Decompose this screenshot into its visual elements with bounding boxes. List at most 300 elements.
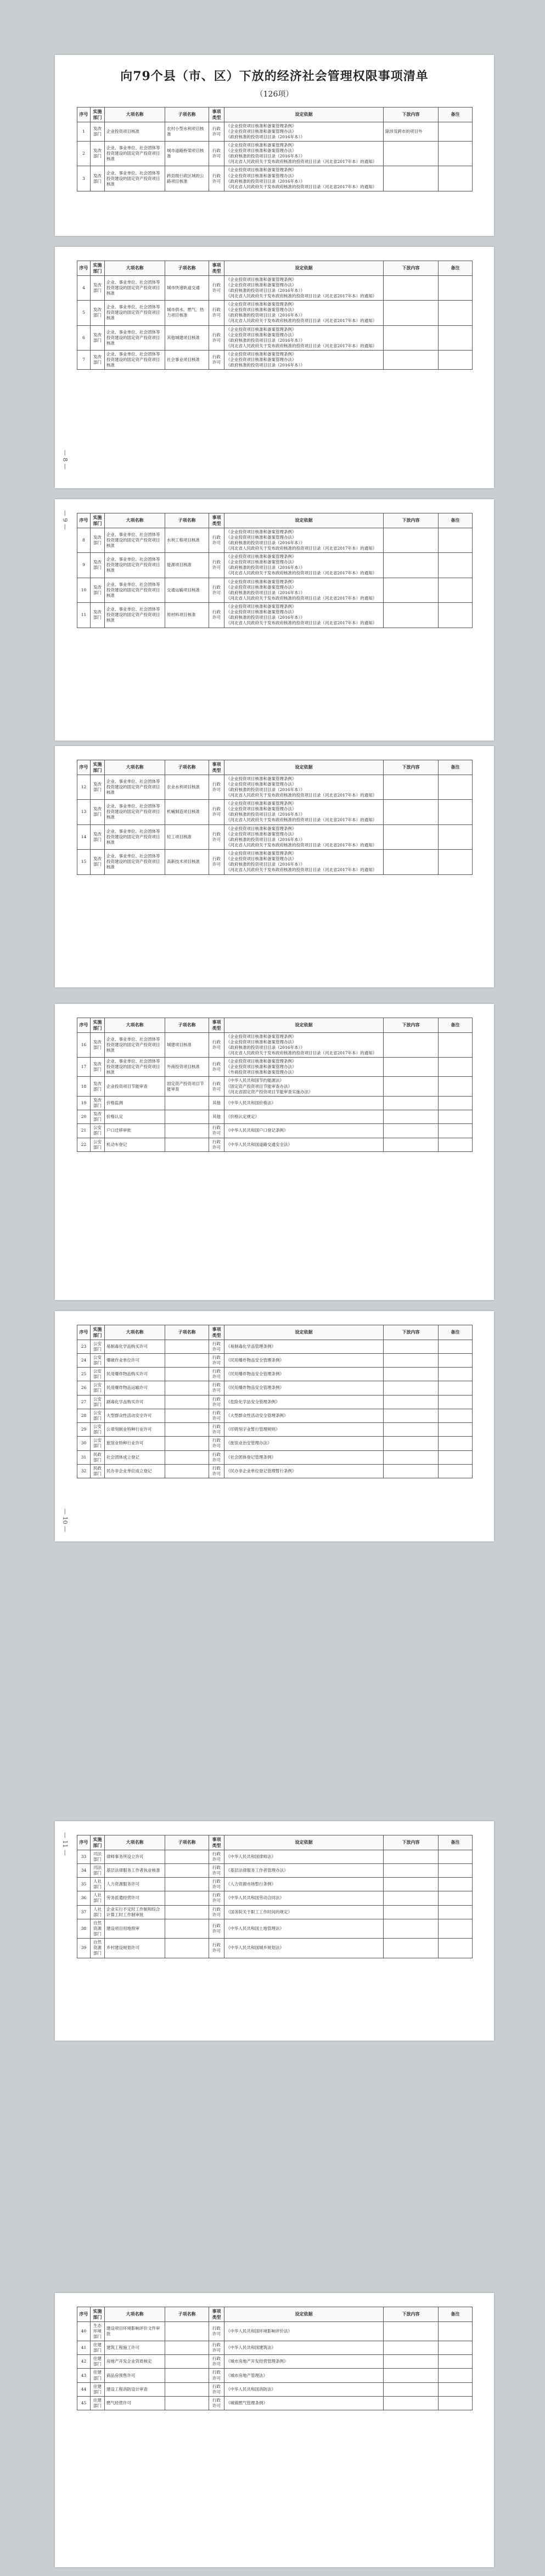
table-row [77,122,473,141]
cell-basis: 《中华人民共和国劳动合同法》 [224,1891,384,1905]
page-number: — 8 — [61,450,69,470]
cell-dept: 发改部门 [91,528,105,553]
cell-sub [165,1437,209,1450]
cell-sub: 跨县级行政区域的公路项目核准 [165,166,209,191]
cell-item: 建筑工程施工许可 [105,2341,165,2354]
column-header: 事项类型 [209,513,224,528]
cell-content: 除涉及跨市的项目外 [384,122,439,141]
cell-basis: 《企业投资项目核准和备案管理条例》 《企业投资项目核准和备案管理办法》 《政府核准的投资项目目录（2016年本）》 《河北省人民政府关于发布政府核准的投资项目目录（河北省2017年本）的通知》 [224,824,384,850]
cell-item: 易制毒化学品购买许可 [105,1340,165,1353]
table-row [77,2321,473,2341]
column-header: 事项类型 [209,1018,224,1033]
cell-item: 人力资源服务许可 [105,1878,165,1891]
cell-content [384,603,439,628]
cell-note [439,1878,473,1891]
column-header: 备注 [439,760,473,775]
column-header: 序号 [77,513,91,528]
cell-note [439,1395,473,1409]
cell-content [384,1096,439,1110]
data-table [77,1018,473,1152]
cell-note [439,141,473,166]
table-header-row [77,108,473,122]
cell-type: 行政许可 [209,2355,224,2369]
document-page [55,55,494,236]
cell-content [384,2396,439,2410]
cell-note [439,800,473,825]
cell-no: 38 [77,1919,91,1938]
column-header: 子项名称 [165,513,209,528]
cell-no: 22 [77,1138,91,1151]
column-header: 事项类型 [209,261,224,276]
cell-dept: 自然资源部门 [91,1919,105,1938]
table-header-row [77,513,473,528]
cell-sub [165,2321,209,2341]
cell-dept: 发改部门 [91,301,105,326]
cell-dept: 住建部门 [91,2341,105,2354]
cell-item: 企业、事业单位、社会团体等投资建设的固定资产投资项目核准 [105,325,165,351]
cell-basis: 《企业投资项目核准和备案管理条例》 《企业投资项目核准和备案管理办法》 《政府核准的投资项目目录（2016年本）》 《河北省人民政府关于发布政府核准的投资项目目录（河北省2017年本）的通知》 [224,166,384,191]
cell-sub [165,1905,209,1919]
cell-sub: 机械制造项目核准 [165,800,209,825]
column-header: 事项类型 [209,760,224,775]
column-header: 设定依据 [224,760,384,775]
cell-basis: 《企业投资项目核准和备案管理条例》 《企业投资项目核准和备案管理办法》 《政府核准的投资项目目录（2016年本）》 《河北省人民政府关于发布政府核准的投资项目目录（河北省2017年本）的通知》 [224,528,384,553]
table-row [77,1368,473,1381]
cell-type: 其他 [209,1110,224,1124]
cell-item: 价格监测 [105,1096,165,1110]
cell-content [384,800,439,825]
cell-no: 4 [77,275,91,301]
cell-item: 燃气经营许可 [105,2396,165,2410]
column-header: 事项类型 [209,1835,224,1850]
cell-no: 21 [77,1124,91,1138]
cell-content [384,2382,439,2396]
cell-dept: 人社部门 [91,1891,105,1905]
cell-dept: 发改部门 [91,1058,105,1077]
cell-item: 企业、事业单位、社会团体等投资建设的固定资产投资项目核准 [105,824,165,850]
table-row [77,1110,473,1124]
column-header: 设定依据 [224,1835,384,1850]
cell-content [384,1077,439,1096]
cell-dept: 发改部门 [91,775,105,800]
cell-type: 行政许可 [209,578,224,603]
cell-content [384,2369,439,2382]
column-header: 下放内容 [384,760,439,775]
cell-content [384,1395,439,1409]
column-header: 下放内容 [384,1325,439,1340]
column-header: 下放内容 [384,1018,439,1033]
cell-dept: 公安部门 [91,1368,105,1381]
cell-item: 企业实行不定时工作制和综合计算工时工作制审批 [105,1905,165,1919]
cell-no: 15 [77,850,91,875]
cell-note [439,166,473,191]
cell-dept: 发改部门 [91,166,105,191]
cell-sub: 农业水利项目核准 [165,775,209,800]
cell-item: 企业、事业单位、社会团体等投资建设的固定资产投资项目核准 [105,275,165,301]
cell-sub [165,1850,209,1863]
cell-basis: 《价格认定规定》 [224,1110,384,1124]
cell-note [439,2369,473,2382]
column-header: 大项名称 [105,513,165,528]
cell-note [439,122,473,141]
cell-basis: 《企业投资项目核准和备案管理条例》 《企业投资项目核准和备案管理办法》 《政府核准的投资项目目录（2016年本）》 《河北省人民政府关于发布政府核准的投资项目目录（河北省2017年本）的通知》 [224,800,384,825]
cell-dept: 公安部门 [91,1340,105,1353]
cell-content [384,1905,439,1919]
table-row [77,1096,473,1110]
cell-dept: 公安部门 [91,1395,105,1409]
data-table [77,760,473,875]
cell-type: 行政许可 [209,2382,224,2396]
table-row [77,1138,473,1151]
cell-sub [165,2341,209,2354]
cell-item: 民用爆炸物品运输许可 [105,1381,165,1395]
table-row [77,1905,473,1919]
cell-no: 30 [77,1437,91,1450]
cell-note [439,528,473,553]
table-row [77,800,473,825]
cell-type: 行政许可 [209,1077,224,1096]
data-table [77,513,473,628]
page-subtitle: （126项） [255,90,294,99]
cell-type: 行政许可 [209,1905,224,1919]
cell-item: 企业、事业单位、社会团体等投资建设的固定资产投资项目核准 [105,528,165,553]
cell-type: 行政许可 [209,553,224,578]
cell-note [439,1032,473,1058]
cell-no: 10 [77,578,91,603]
cell-content [384,824,439,850]
cell-note [439,1124,473,1138]
cell-basis: 《企业投资项目核准和备案管理条例》 《企业投资项目核准和备案管理办法》 《外商投资项目核准和备案管理办法》 [224,1058,384,1077]
cell-note [439,351,473,370]
table-row [77,1409,473,1422]
column-header: 设定依据 [224,2307,384,2322]
column-header: 子项名称 [165,2307,209,2322]
cell-no: 32 [77,1464,91,1478]
cell-basis: 《中华人民共和国道路交通安全法》 [224,1138,384,1151]
table-row [77,2396,473,2410]
cell-content [384,775,439,800]
column-header: 事项类型 [209,1325,224,1340]
cell-note [439,1464,473,1478]
cell-sub [165,1878,209,1891]
cell-content [384,141,439,166]
cell-sub: 原材料项目核准 [165,603,209,628]
cell-dept: 发改部门 [91,1096,105,1110]
cell-basis: 《民用爆炸物品安全管理条例》 [224,1353,384,1367]
cell-type: 行政许可 [209,325,224,351]
cell-item: 民办非企业单位成立登记 [105,1464,165,1478]
cell-content [384,1368,439,1381]
cell-type: 行政许可 [209,1437,224,1450]
column-header: 设定依据 [224,261,384,276]
cell-type: 行政许可 [209,1450,224,1464]
cell-content [384,1110,439,1124]
cell-type: 行政许可 [209,1850,224,1863]
cell-note [439,850,473,875]
cell-basis: 《中华人民共和国环境影响评价法》 [224,2321,384,2341]
table-row [77,2355,473,2369]
cell-content [384,1409,439,1422]
column-header: 实施部门 [91,108,105,122]
cell-dept: 发改部门 [91,824,105,850]
cell-dept: 发改部门 [91,351,105,370]
cell-type: 行政许可 [209,122,224,141]
cell-dept: 民政部门 [91,1450,105,1464]
cell-dept: 公安部门 [91,1353,105,1367]
cell-type: 行政许可 [209,1891,224,1905]
cell-note [439,775,473,800]
cell-no: 44 [77,2382,91,2396]
cell-basis: 《易制毒化学品管理条例》 [224,1340,384,1353]
column-header: 子项名称 [165,1835,209,1850]
cell-basis: 《企业投资项目核准和备案管理条例》 《企业投资项目核准和备案管理办法》 《政府核准的投资项目目录（2016年本）》 《河北省人民政府关于发布政府核准的投资项目目录（河北省2017年本）的通知》 [224,141,384,166]
cell-type: 行政许可 [209,1878,224,1891]
cell-no: 40 [77,2321,91,2341]
cell-basis: 《企业投资项目核准和备案管理条例》 《企业投资项目核准和备案管理办法》 《政府核准的投资项目目录（2016年本）》 [224,122,384,141]
cell-item: 民用爆炸物品购买许可 [105,1368,165,1381]
column-header: 序号 [77,760,91,775]
cell-content [384,1032,439,1058]
cell-sub: 社会事业项目核准 [165,351,209,370]
cell-note [439,1138,473,1151]
table-row [77,2382,473,2396]
document-page [55,1821,494,2041]
table-row [77,301,473,326]
cell-no: 2 [77,141,91,166]
cell-basis: 《企业投资项目核准和备案管理条例》 《企业投资项目核准和备案管理办法》 《政府核准的投资项目目录（2016年本）》 《河北省人民政府关于发布政府核准的投资项目目录（河北省2017年本）的通知》 [224,301,384,326]
cell-basis: 《中华人民共和国土地管理法》 [224,1919,384,1938]
cell-type: 行政许可 [209,1863,224,1877]
cell-content [384,166,439,191]
cell-note [439,1058,473,1077]
cell-basis: 《城市房地产管理法》 [224,2369,384,2382]
cell-note [439,1381,473,1395]
cell-no: 6 [77,325,91,351]
cell-type: 行政许可 [209,824,224,850]
column-header: 序号 [77,108,91,122]
cell-item: 商品房预售许可 [105,2369,165,2382]
cell-type: 行政许可 [209,1032,224,1058]
cell-basis: 《企业投资项目核准和备案管理条例》 《企业投资项目核准和备案管理办法》 《政府核准的投资项目目录（2016年本）》 《河北省人民政府关于发布政府核准的投资项目目录（河北省2017年本）的通知》 [224,578,384,603]
cell-content [384,1850,439,1863]
cell-note [439,1905,473,1919]
column-header: 实施部门 [91,2307,105,2322]
cell-no: 25 [77,1368,91,1381]
cell-content [384,1450,439,1464]
cell-basis: 《企业投资项目核准和备案管理条例》 《企业投资项目核准和备案管理办法》 《政府核准的投资项目目录（2016年本）》 《河北省人民政府关于发布政府核准的投资项目目录（河北省2017年本）的通知》 [224,553,384,578]
cell-item: 企业投资项目节能审查 [105,1077,165,1096]
column-header: 备注 [439,108,473,122]
cell-sub [165,1919,209,1938]
cell-basis: 《民办非企业单位登记管理暂行条例》 [224,1464,384,1478]
cell-type: 行政许可 [209,603,224,628]
cell-dept: 发改部门 [91,325,105,351]
cell-no: 31 [77,1450,91,1464]
cell-sub [165,1340,209,1353]
cell-basis: 《企业投资项目核准和备案管理条例》 《企业投资项目核准和备案管理办法》 《政府核准的投资项目目录（2016年本）》 《河北省人民政府关于发布政府核准的投资项目目录（河北省2017年本）的通知》 [224,1032,384,1058]
cell-note [439,1450,473,1464]
cell-note [439,301,473,326]
cell-note [439,1437,473,1450]
cell-note [439,1423,473,1437]
table-row [77,325,473,351]
table-row [77,1353,473,1367]
cell-item: 企业、事业单位、社会团体等投资建设的固定资产投资项目核准 [105,141,165,166]
cell-note [439,2321,473,2341]
cell-no: 27 [77,1395,91,1409]
cell-basis: 《城镇燃气管理条例》 [224,2396,384,2410]
cell-no: 8 [77,528,91,553]
cell-dept: 民政部门 [91,1464,105,1478]
cell-dept: 发改部门 [91,850,105,875]
table-row [77,603,473,628]
cell-basis: 《企业投资项目核准和备案管理条例》 《企业投资项目核准和备案管理办法》 《政府核准的投资项目目录（2016年本）》 [224,351,384,370]
cell-no: 23 [77,1340,91,1353]
cell-dept: 发改部门 [91,122,105,141]
cell-item: 企业、事业单位、社会团体等投资建设的固定资产投资项目核准 [105,351,165,370]
cell-dept: 自然资源部门 [91,1939,105,1958]
cell-item: 建设工程消防设计审查 [105,2382,165,2396]
cell-sub: 城市道路桥梁项目核准 [165,141,209,166]
cell-type: 行政许可 [209,1395,224,1409]
document-page [55,2293,494,2567]
cell-dept: 住建部门 [91,2382,105,2396]
table-row [77,1437,473,1450]
document-page [55,746,494,987]
column-header: 实施部门 [91,1325,105,1340]
table-header-row [77,2307,473,2322]
table-row [77,1077,473,1096]
cell-sub [165,1409,209,1422]
cell-type: 行政许可 [209,1939,224,1958]
cell-basis: 《企业投资项目核准和备案管理条例》 《企业投资项目核准和备案管理办法》 《政府核准的投资项目目录（2016年本）》 《河北省人民政府关于发布政府核准的投资项目目录（河北省2017年本）的通知》 [224,325,384,351]
cell-item: 企业、事业单位、社会团体等投资建设的固定资产投资项目核准 [105,850,165,875]
table-row [77,1423,473,1437]
column-header: 备注 [439,1835,473,1850]
cell-sub: 农村小型水利项目核准 [165,122,209,141]
cell-basis: 《人力资源市场暂行条例》 [224,1878,384,1891]
cell-basis: 《旅馆业治安管理办法》 [224,1437,384,1450]
column-header: 大项名称 [105,261,165,276]
data-table [77,1835,473,1958]
cell-no: 29 [77,1423,91,1437]
cell-type: 行政许可 [209,1409,224,1422]
cell-no: 7 [77,351,91,370]
page-number: — 11 — [61,1832,69,1856]
cell-sub [165,1395,209,1409]
table-row [77,528,473,553]
cell-basis: 《危险化学品安全管理条例》 [224,1395,384,1409]
cell-note [439,1919,473,1938]
column-header: 设定依据 [224,1325,384,1340]
cell-basis: 《民用爆炸物品安全管理条例》 [224,1368,384,1381]
cell-type: 行政许可 [209,1368,224,1381]
cell-dept: 发改部门 [91,1110,105,1124]
column-header: 大项名称 [105,2307,165,2322]
table-row [77,1863,473,1877]
table-row [77,553,473,578]
data-table [77,1325,473,1478]
cell-basis: 《中华人民共和国节约能源法》 《固定资产投资项目节能审查办法》 《河北省固定资产投资项目节能审查实施办法》 [224,1077,384,1096]
cell-no: 1 [77,122,91,141]
column-header: 实施部门 [91,760,105,775]
column-header: 下放内容 [384,2307,439,2322]
cell-content [384,528,439,553]
cell-sub [165,1096,209,1110]
cell-type: 行政许可 [209,1381,224,1395]
cell-item: 社会团体成立登记 [105,1450,165,1464]
cell-basis: 《民用爆炸物品安全管理条例》 [224,1381,384,1395]
cell-sub [165,1368,209,1381]
cell-no: 5 [77,301,91,326]
table-row [77,166,473,191]
cell-no: 14 [77,824,91,850]
cell-dept: 发改部门 [91,578,105,603]
table-row [77,141,473,166]
cell-note [439,1353,473,1367]
cell-basis: 《中华人民共和国城乡规划法》 [224,1939,384,1958]
cell-dept: 公安部门 [91,1409,105,1422]
cell-dept: 公安部门 [91,1437,105,1450]
column-header: 序号 [77,1325,91,1340]
cell-note [439,1340,473,1353]
cell-no: 39 [77,1939,91,1958]
cell-no: 12 [77,775,91,800]
cell-no: 11 [77,603,91,628]
cell-no: 42 [77,2355,91,2369]
cell-note [439,2355,473,2369]
cell-dept: 发改部门 [91,1077,105,1096]
column-header: 子项名称 [165,108,209,122]
cell-sub: 城市快速轨道交通 [165,275,209,301]
cell-sub: 能源项目核准 [165,553,209,578]
cell-no: 37 [77,1905,91,1919]
cell-type: 行政许可 [209,528,224,553]
column-header: 设定依据 [224,1018,384,1033]
cell-basis: 《大型群众性活动安全管理条例》 [224,1409,384,1422]
cell-no: 26 [77,1381,91,1395]
column-header: 序号 [77,2307,91,2322]
cell-basis: 《印铸刻字业暂行管理规则》 [224,1423,384,1437]
table-row [77,578,473,603]
cell-no: 18 [77,1077,91,1096]
table-row [77,1340,473,1353]
cell-item: 房地产开发企业资质核定 [105,2355,165,2369]
cell-type: 行政许可 [209,2321,224,2341]
cell-content [384,1863,439,1877]
cell-no: 17 [77,1058,91,1077]
cell-no: 34 [77,1863,91,1877]
cell-dept: 发改部门 [91,603,105,628]
cell-dept: 发改部门 [91,141,105,166]
cell-type: 行政许可 [209,1138,224,1151]
cell-content [384,1939,439,1958]
column-header: 大项名称 [105,108,165,122]
cell-note [439,1409,473,1422]
cell-dept: 发改部门 [91,275,105,301]
cell-type: 行政许可 [209,775,224,800]
page-number: — 10 — [61,1509,69,1532]
cell-type: 行政许可 [209,1919,224,1938]
data-table [77,2307,473,2410]
cell-no: 3 [77,166,91,191]
table-row [77,1450,473,1464]
cell-sub [165,1381,209,1395]
cell-sub [165,2355,209,2369]
column-header: 备注 [439,2307,473,2322]
cell-note [439,2396,473,2410]
table-header-row [77,760,473,775]
